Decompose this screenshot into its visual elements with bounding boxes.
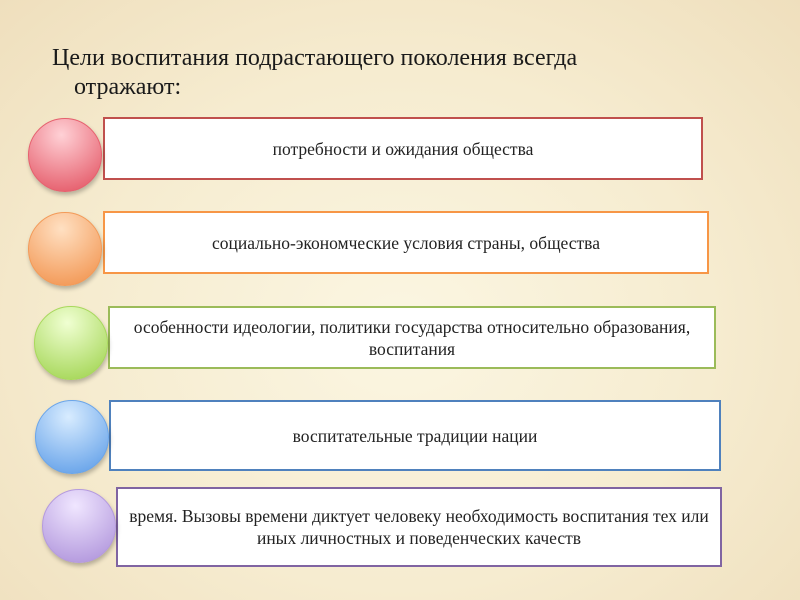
goal-item-text: потребности и ожидания общества bbox=[272, 138, 534, 159]
blue-circle-bullet bbox=[35, 400, 109, 474]
goal-item-text: время. Вызовы времени диктует человеку необходимость воспитания тех или иных личностных и поведенческих качеств bbox=[129, 506, 709, 548]
goal-item-2 bbox=[103, 211, 709, 274]
goal-item-5 bbox=[116, 487, 722, 567]
orange-circle-bullet bbox=[28, 212, 102, 286]
goal-item-1 bbox=[103, 117, 703, 180]
goal-item-text: воспитательные традиции нации bbox=[292, 425, 538, 446]
goal-item-text: социально-экономческие условия страны, общества bbox=[212, 232, 600, 253]
green-circle-bullet bbox=[34, 306, 108, 380]
pink-circle-bullet bbox=[28, 118, 102, 192]
title-line-2: отражают: bbox=[74, 74, 182, 100]
goal-item-3 bbox=[108, 306, 716, 369]
slide-title bbox=[52, 44, 752, 102]
goal-item-text: особенности идеологии, политики государства относительно образования, воспитания bbox=[133, 316, 691, 359]
goal-item-4 bbox=[109, 400, 721, 471]
purple-circle-bullet bbox=[42, 489, 116, 563]
title-line-1: Цели воспитания подрастающего поколения всегда bbox=[52, 45, 578, 71]
